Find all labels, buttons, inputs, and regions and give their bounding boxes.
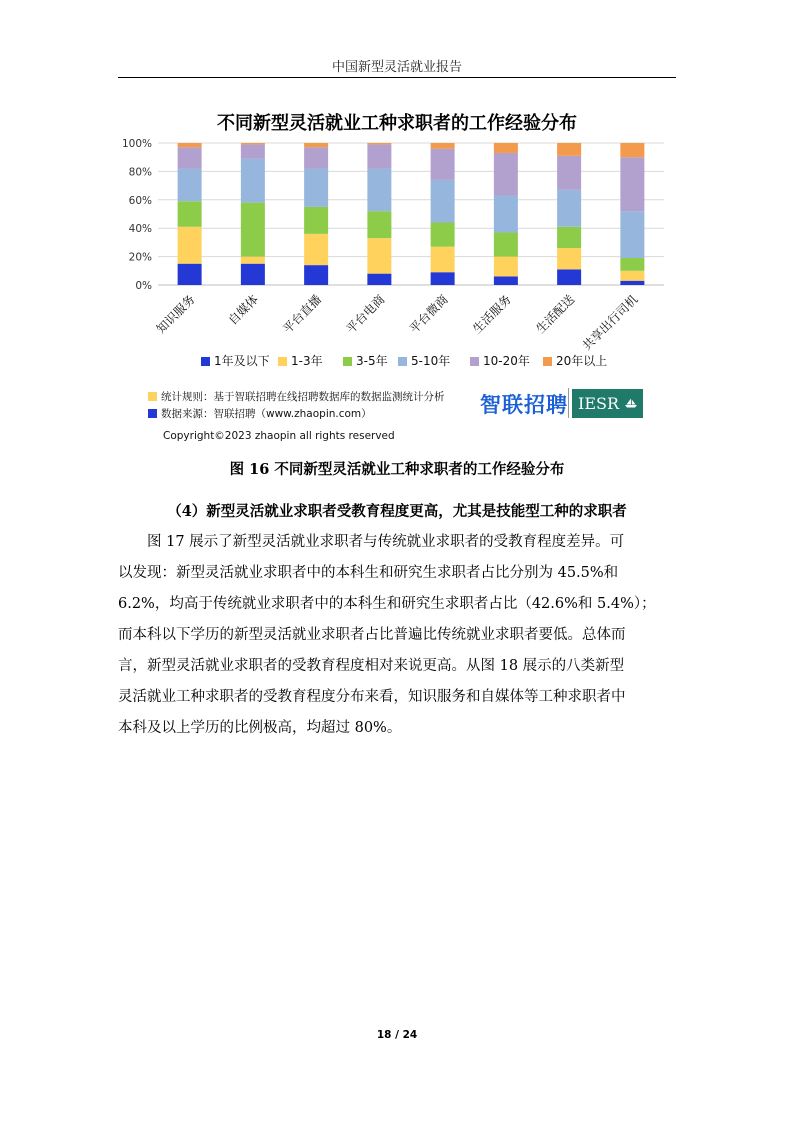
zhilian-logo: 智联招聘 bbox=[480, 393, 568, 417]
legend-label: 10-20年 bbox=[483, 354, 530, 368]
bar-segment bbox=[241, 203, 265, 257]
x-tick-label: 知识服务 bbox=[153, 292, 198, 337]
paragraph-line: 灵活就业工种求职者的受教育程度分布来看，知识服务和自媒体等工种求职者中 bbox=[118, 689, 626, 705]
bar-segment bbox=[367, 169, 391, 212]
bar-segment bbox=[620, 258, 644, 271]
y-tick-label: 20% bbox=[128, 251, 152, 264]
bar-segment bbox=[304, 169, 328, 207]
x-tick-label: 平台电商 bbox=[343, 292, 388, 337]
bar-segment bbox=[557, 269, 581, 285]
bar-segment bbox=[431, 143, 455, 149]
running-header: 中国新型灵活就业报告 bbox=[331, 60, 462, 75]
bar-segment bbox=[431, 180, 455, 223]
bar-segment bbox=[620, 143, 644, 157]
bar-segment bbox=[620, 271, 644, 281]
bar-segment bbox=[557, 156, 581, 190]
yellow-square-icon bbox=[148, 392, 157, 401]
bar-segment bbox=[304, 143, 328, 147]
bar-segment bbox=[494, 257, 518, 277]
copyright-text: Copyright©2023 zhaopin all rights reserved bbox=[163, 430, 395, 442]
bar-segment bbox=[494, 276, 518, 285]
bar-segment bbox=[178, 264, 202, 285]
bar-segment bbox=[557, 190, 581, 227]
iesr-logo bbox=[572, 389, 643, 418]
bar-segment bbox=[431, 272, 455, 285]
bar-segment bbox=[241, 144, 265, 158]
bar-segment bbox=[304, 147, 328, 168]
bar-segment bbox=[178, 201, 202, 227]
body-paragraph bbox=[118, 527, 676, 744]
bar-segment bbox=[494, 143, 518, 153]
x-tick-label: 生活服务 bbox=[470, 292, 514, 337]
bar-segment bbox=[557, 227, 581, 248]
bar-segment bbox=[178, 147, 202, 168]
paragraph-line: 言，新型灵活就业求职者的受教育程度相对来说更高。从图 18 展示的八类新型 bbox=[118, 658, 625, 674]
x-tick-label: 自媒体 bbox=[225, 292, 261, 328]
bar-segment bbox=[620, 211, 644, 258]
blue-square-icon bbox=[148, 409, 157, 418]
bar-segment bbox=[620, 281, 644, 285]
bar-segment bbox=[557, 143, 581, 156]
paragraph-line: 以发现：新型灵活就业求职者中的本科生和研究生求职者占比分别为 45.5%和 bbox=[118, 565, 619, 581]
bar-segment bbox=[241, 159, 265, 203]
legend-label: 3-5年 bbox=[356, 354, 388, 368]
bar-segment bbox=[367, 274, 391, 285]
data-source-text: 数据来源：智联招聘（www.zhaopin.com） bbox=[161, 408, 372, 420]
bar-segment bbox=[241, 257, 265, 264]
legend-label: 1-3年 bbox=[291, 354, 323, 368]
bar-segment bbox=[178, 143, 202, 147]
legend-swatch bbox=[201, 357, 210, 366]
bar-segment bbox=[494, 196, 518, 233]
paragraph-line: 图 17 展示了新型灵活就业求职者与传统就业求职者的受教育程度差异。可 bbox=[118, 534, 625, 550]
bar-segment bbox=[557, 248, 581, 269]
stat-rule-text: 统计规则：基于智联招聘在线招聘数据库的数据监测统计分析 bbox=[161, 391, 445, 403]
header-rule bbox=[118, 77, 676, 78]
bar-segment bbox=[178, 169, 202, 202]
bar-segment bbox=[494, 232, 518, 256]
bar-segment bbox=[304, 207, 328, 234]
data-source-note bbox=[148, 406, 372, 421]
legend-label: 1年及以下 bbox=[214, 354, 270, 368]
bar-segment bbox=[620, 157, 644, 211]
paragraph-line: 本科及以上学历的比例极高，均超过 80%。 bbox=[118, 720, 402, 736]
figure-caption: 图 16 不同新型灵活就业工种求职者的工作经验分布 bbox=[229, 461, 565, 478]
bar-segment bbox=[367, 144, 391, 168]
bar-segment bbox=[178, 227, 202, 264]
stacked-bar-chart bbox=[118, 132, 676, 382]
x-tick-label: 平台直播 bbox=[280, 292, 325, 337]
legend-swatch bbox=[343, 357, 352, 366]
bar-segment bbox=[431, 247, 455, 273]
bar-segment bbox=[241, 143, 265, 144]
page-number: 18 / 24 bbox=[376, 1029, 418, 1041]
stat-rule-note bbox=[148, 389, 445, 404]
bar-segment bbox=[304, 234, 328, 265]
bar-segment bbox=[367, 211, 391, 238]
paragraph-line: 而本科以下学历的新型灵活就业求职者占比普遍比传统就业求职者要低。总体而 bbox=[118, 627, 626, 643]
x-tick-label: 共享出行司机 bbox=[579, 292, 641, 354]
bar-segment bbox=[241, 264, 265, 285]
bar-segment bbox=[367, 143, 391, 144]
iesr-logo-text: IESR bbox=[578, 394, 620, 413]
paragraph-line: 6.2%，均高于传统就业求职者中的本科生和研究生求职者占比（42.6%和 5.4%）； bbox=[118, 596, 656, 612]
y-tick-label: 0% bbox=[135, 280, 152, 292]
section-subheading: （4）新型灵活就业求职者受教育程度更高，尤其是技能型工种的求职者 bbox=[167, 503, 627, 520]
logo-divider bbox=[568, 388, 569, 418]
y-tick-label: 60% bbox=[128, 194, 152, 207]
bar-segment bbox=[494, 153, 518, 196]
x-tick-label: 平台微商 bbox=[406, 292, 451, 337]
bar-segment bbox=[431, 149, 455, 180]
bar-segment bbox=[367, 238, 391, 274]
legend-swatch bbox=[470, 357, 479, 366]
legend-swatch bbox=[278, 357, 287, 366]
x-tick-label: 生活配送 bbox=[533, 292, 578, 337]
chart-title: 不同新型灵活就业工种求职者的工作经验分布 bbox=[217, 113, 577, 134]
legend-swatch bbox=[543, 357, 552, 366]
boat-icon bbox=[624, 398, 638, 408]
legend-label: 20年以上 bbox=[556, 354, 608, 368]
legend-label: 5-10年 bbox=[411, 354, 451, 368]
y-tick-label: 100% bbox=[121, 138, 152, 150]
bar-segment bbox=[431, 223, 455, 247]
legend-swatch bbox=[398, 357, 407, 366]
bar-segment bbox=[304, 265, 328, 285]
y-tick-label: 80% bbox=[128, 166, 152, 179]
y-tick-label: 40% bbox=[128, 223, 152, 236]
